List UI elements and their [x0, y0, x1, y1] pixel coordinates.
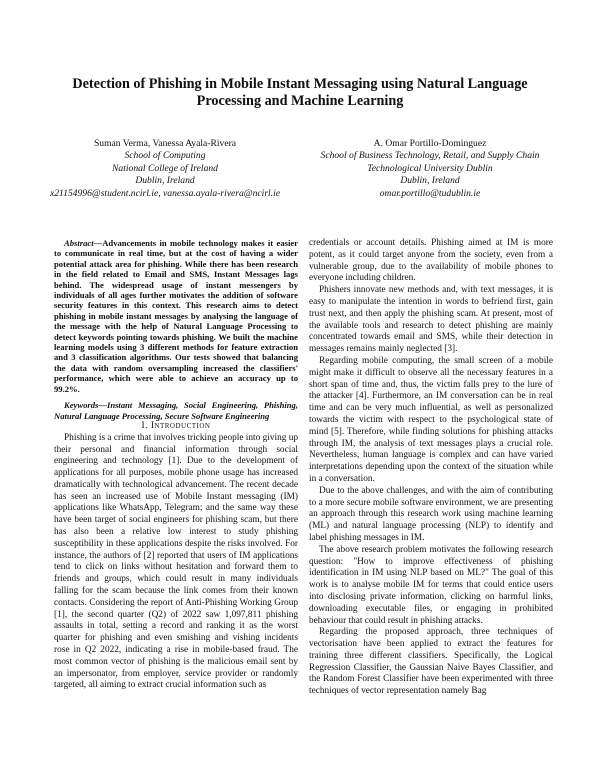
body-paragraph: Due to the above challenges, and with the aim of contributing to a more secure mobile software environment, we are presenting an approach through this research work using machine learning (ML) and natural language processing (NLP) to identify and label phishing messages in IM. — [309, 485, 553, 543]
body-paragraph: Phishing is a crime that involves tricking people into giving up their personal and financial information through social engineering and technology [1]. Due to the development of applications for all purposes, mobile phone usage has increased dramatically with technological advancement. The recent decade has seen an increased use of Mobile Instant messaging (IM) applications like WhatsApp, Telegram; and the same way these have been target of social engineers for phishing scam, but there has also been a relative low interest to study phishing susceptibility in these applications despite the risks involved. For instance, the authors of [2] reported that users of IM applications tend to click on links without hesitation and forward them to friends and groups, which could result in many individuals falling for the scam because the link comes from their known contacts. Considering the report of Anti-Phishing Working Group [1], the second quarter (Q2) of 2022 saw 1,097,811 phishing assaults in total, setting a record and ranking it as the worst quarter for phishing and even smishing and vishing incidents rose in Q2 2022, indicating a rise in mobile-based fraud. The most common vector of phishing is the malicious email sent by an impersonator, from employer, service provider or randomly targeted, all aiming to extract crucial information such as — [54, 432, 298, 691]
body-paragraph: Regarding mobile computing, the small screen of a mobile might make it difficult to observe all the necessary features in a short span of time and, thus, the victim falls prey to the lure of the attacker [4]. Furthermore, an IM conversation can be in real time and can be very much influential, as well as personalized towards the victim with respect to the psychological state of mind [5]. Therefore, while finding solutions for phishing attacks through IM, the analysis of text messages plays a crucial role. Nevertheless, human language is complex and can have varied interpretations depending upon the context of the situation while in a conversation. — [309, 355, 553, 484]
body-paragraph: The above research problem motivates the following research question: "How to improve effectiveness of phishing identification in IM using NLP based on ML?" The goal of this work is to analyse mobile IM for terms that could entice users into disclosing private information, clicking on harmful links, downloading executable files, or engaging in prohibited behaviour that could result in phishing attacks. — [309, 544, 553, 626]
body-paragraph: credentials or account details. Phishing aimed at IM is more potent, as it could target anyone from the society, even from a vulnerable group, due to the availability of mobile phones to everyone including children. — [309, 238, 553, 284]
body-paragraph: Regarding the proposed approach, three techniques of vectorisation have been applied to extract the features for training three different classifiers. Specifically, the Logical Regression Classifier, the Gaussian Naive Bayes Classifier, and the Random Forest Classifier have been experimented with three techniques of vector representation namely Bag — [309, 627, 553, 697]
author-email: omar.portillo@tudublin.ie — [379, 187, 481, 199]
author-city: Dublin, Ireland — [400, 175, 460, 187]
section-name: Introduction — [150, 420, 211, 431]
abstract — [54, 238, 298, 394]
author-email: x21154996@student.ncirl.ie, vanessa.ayala-rivera@ncirl.ie — [49, 187, 281, 199]
keywords-lead: Keywords — [64, 400, 99, 411]
author-names: A. Omar Portillo-Dominguez — [373, 138, 487, 149]
keywords-text: —Instant Messaging, Social Engineering, Phishing, Natural Language Processing, Secure Software Engineering — [54, 400, 298, 421]
right-column — [309, 238, 553, 698]
keywords — [54, 400, 298, 421]
author-block-right — [300, 138, 560, 200]
section-number: I. — [141, 420, 151, 431]
author-organization: National College of Ireland — [112, 162, 218, 174]
author-block-left — [40, 138, 290, 200]
left-column — [54, 238, 298, 692]
author-names: Suman Verma, Vanessa Ayala-Rivera — [93, 138, 237, 149]
author-city: Dublin, Ireland — [135, 175, 195, 187]
author-department: School of Computing — [124, 150, 206, 162]
section-heading-introduction — [54, 421, 298, 433]
abstract-dash: — — [93, 238, 103, 248]
abstract-text: Advancements in mobile technology makes it easier to communicate in real time, but at the cost of having a wider potential attack area for phishing. While there has been research in the field related to Email and SMS, Instant Messages lags behind. The widespread usage of instant messengers by individuals of all ages further motivates the addition of software security features in this context. This research aims to detect phishing in mobile instant messages by analysing the language of the message with the help of Natural Language Processing to detect keywords pointing towards phishing. We built the machine learning models using 3 different methods for feature extraction and 3 classification algorithms. Our tests showed that balancing the data with random oversampling increased the classifiers' performance, which were able to achieve an accuracy up to 99.2%. — [54, 238, 298, 394]
paper-title: Detection of Phishing in Mobile Instant Messaging using Natural Language Processing and Machine Learning — [72, 76, 528, 109]
author-organization: Technological University Dublin — [367, 162, 493, 174]
body-paragraph: Phishers innovate new methods and, with text messages, it is easy to manipulate the intention in words to befriend first, gain trust next, and then apply the phishing scam. At present, most of the available tools and research to detect phishing are mainly concentrated towards email and SMS, while their detection in messages remains mainly neglected [3]. — [309, 285, 553, 355]
author-department: School of Business Technology, Retail, and Supply Chain — [320, 150, 540, 162]
abstract-lead: Abstract — [64, 238, 94, 248]
